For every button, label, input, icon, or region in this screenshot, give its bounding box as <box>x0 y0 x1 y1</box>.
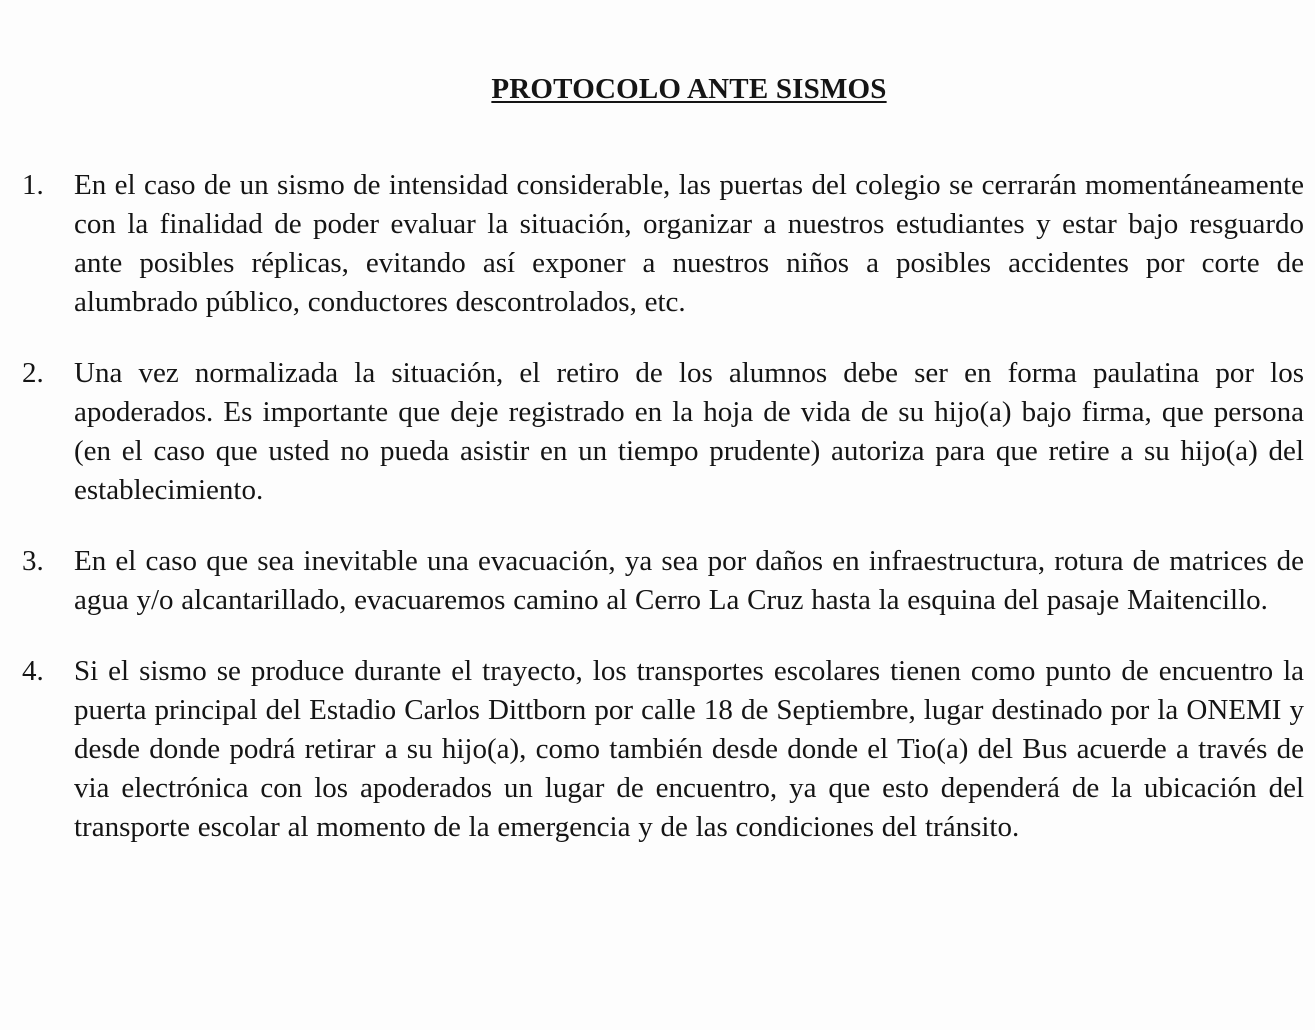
protocol-item-number: 2. <box>22 357 44 389</box>
protocol-item <box>22 354 1304 510</box>
protocol-item-text: Si el sismo se produce durante el trayecto, los transportes escolares tienen como punto de encuentro la puerta principal del Estadio Carlos Dittborn por calle 18 de Septiembre, lugar destinado por la ONEMI y desde donde podrá retirar a su hijo(a), como también desde donde el Tio(a) del Bus acuerde a través de via electrónica con los apoderados un lugar de encuentro, ya que esto dependerá de la ubicación del transporte escolar al momento de la emergencia y de las condiciones del tránsito. <box>74 655 1304 843</box>
protocol-list <box>22 166 1304 847</box>
protocol-item <box>22 652 1304 847</box>
protocol-item <box>22 542 1304 620</box>
protocol-item-number: 4. <box>22 655 44 687</box>
protocol-item-text: Una vez normalizada la situación, el retiro de los alumnos debe ser en forma paulatina por los apoderados. Es importante que deje registrado en la hoja de vida de su hijo(a) bajo firma, que persona (en el caso que usted no pueda asistir en un tiempo prudente) autoriza para que retire a su hijo(a) del establecimiento. <box>74 357 1304 506</box>
protocol-item <box>22 166 1304 322</box>
protocol-item-text: En el caso que sea inevitable una evacuación, ya sea por daños en infraestructura, rotura de matrices de agua y/o alcantarillado, evacuaremos camino al Cerro La Cruz hasta la esquina del pasaje Maitencillo. <box>74 545 1304 616</box>
protocol-item-text: En el caso de un sismo de intensidad considerable, las puertas del colegio se cerrarán momentáneamente con la finalidad de poder evaluar la situación, organizar a nuestros estudiantes y estar bajo resguardo ante posibles réplicas, evitando así exponer a nuestros niños a posibles accidentes por corte de alumbrado público, conductores descontrolados, etc. <box>74 169 1304 318</box>
document-title: PROTOCOLO ANTE SISMOS <box>491 73 887 106</box>
protocol-item-number: 3. <box>22 545 44 577</box>
protocol-item-number: 1. <box>22 169 44 201</box>
